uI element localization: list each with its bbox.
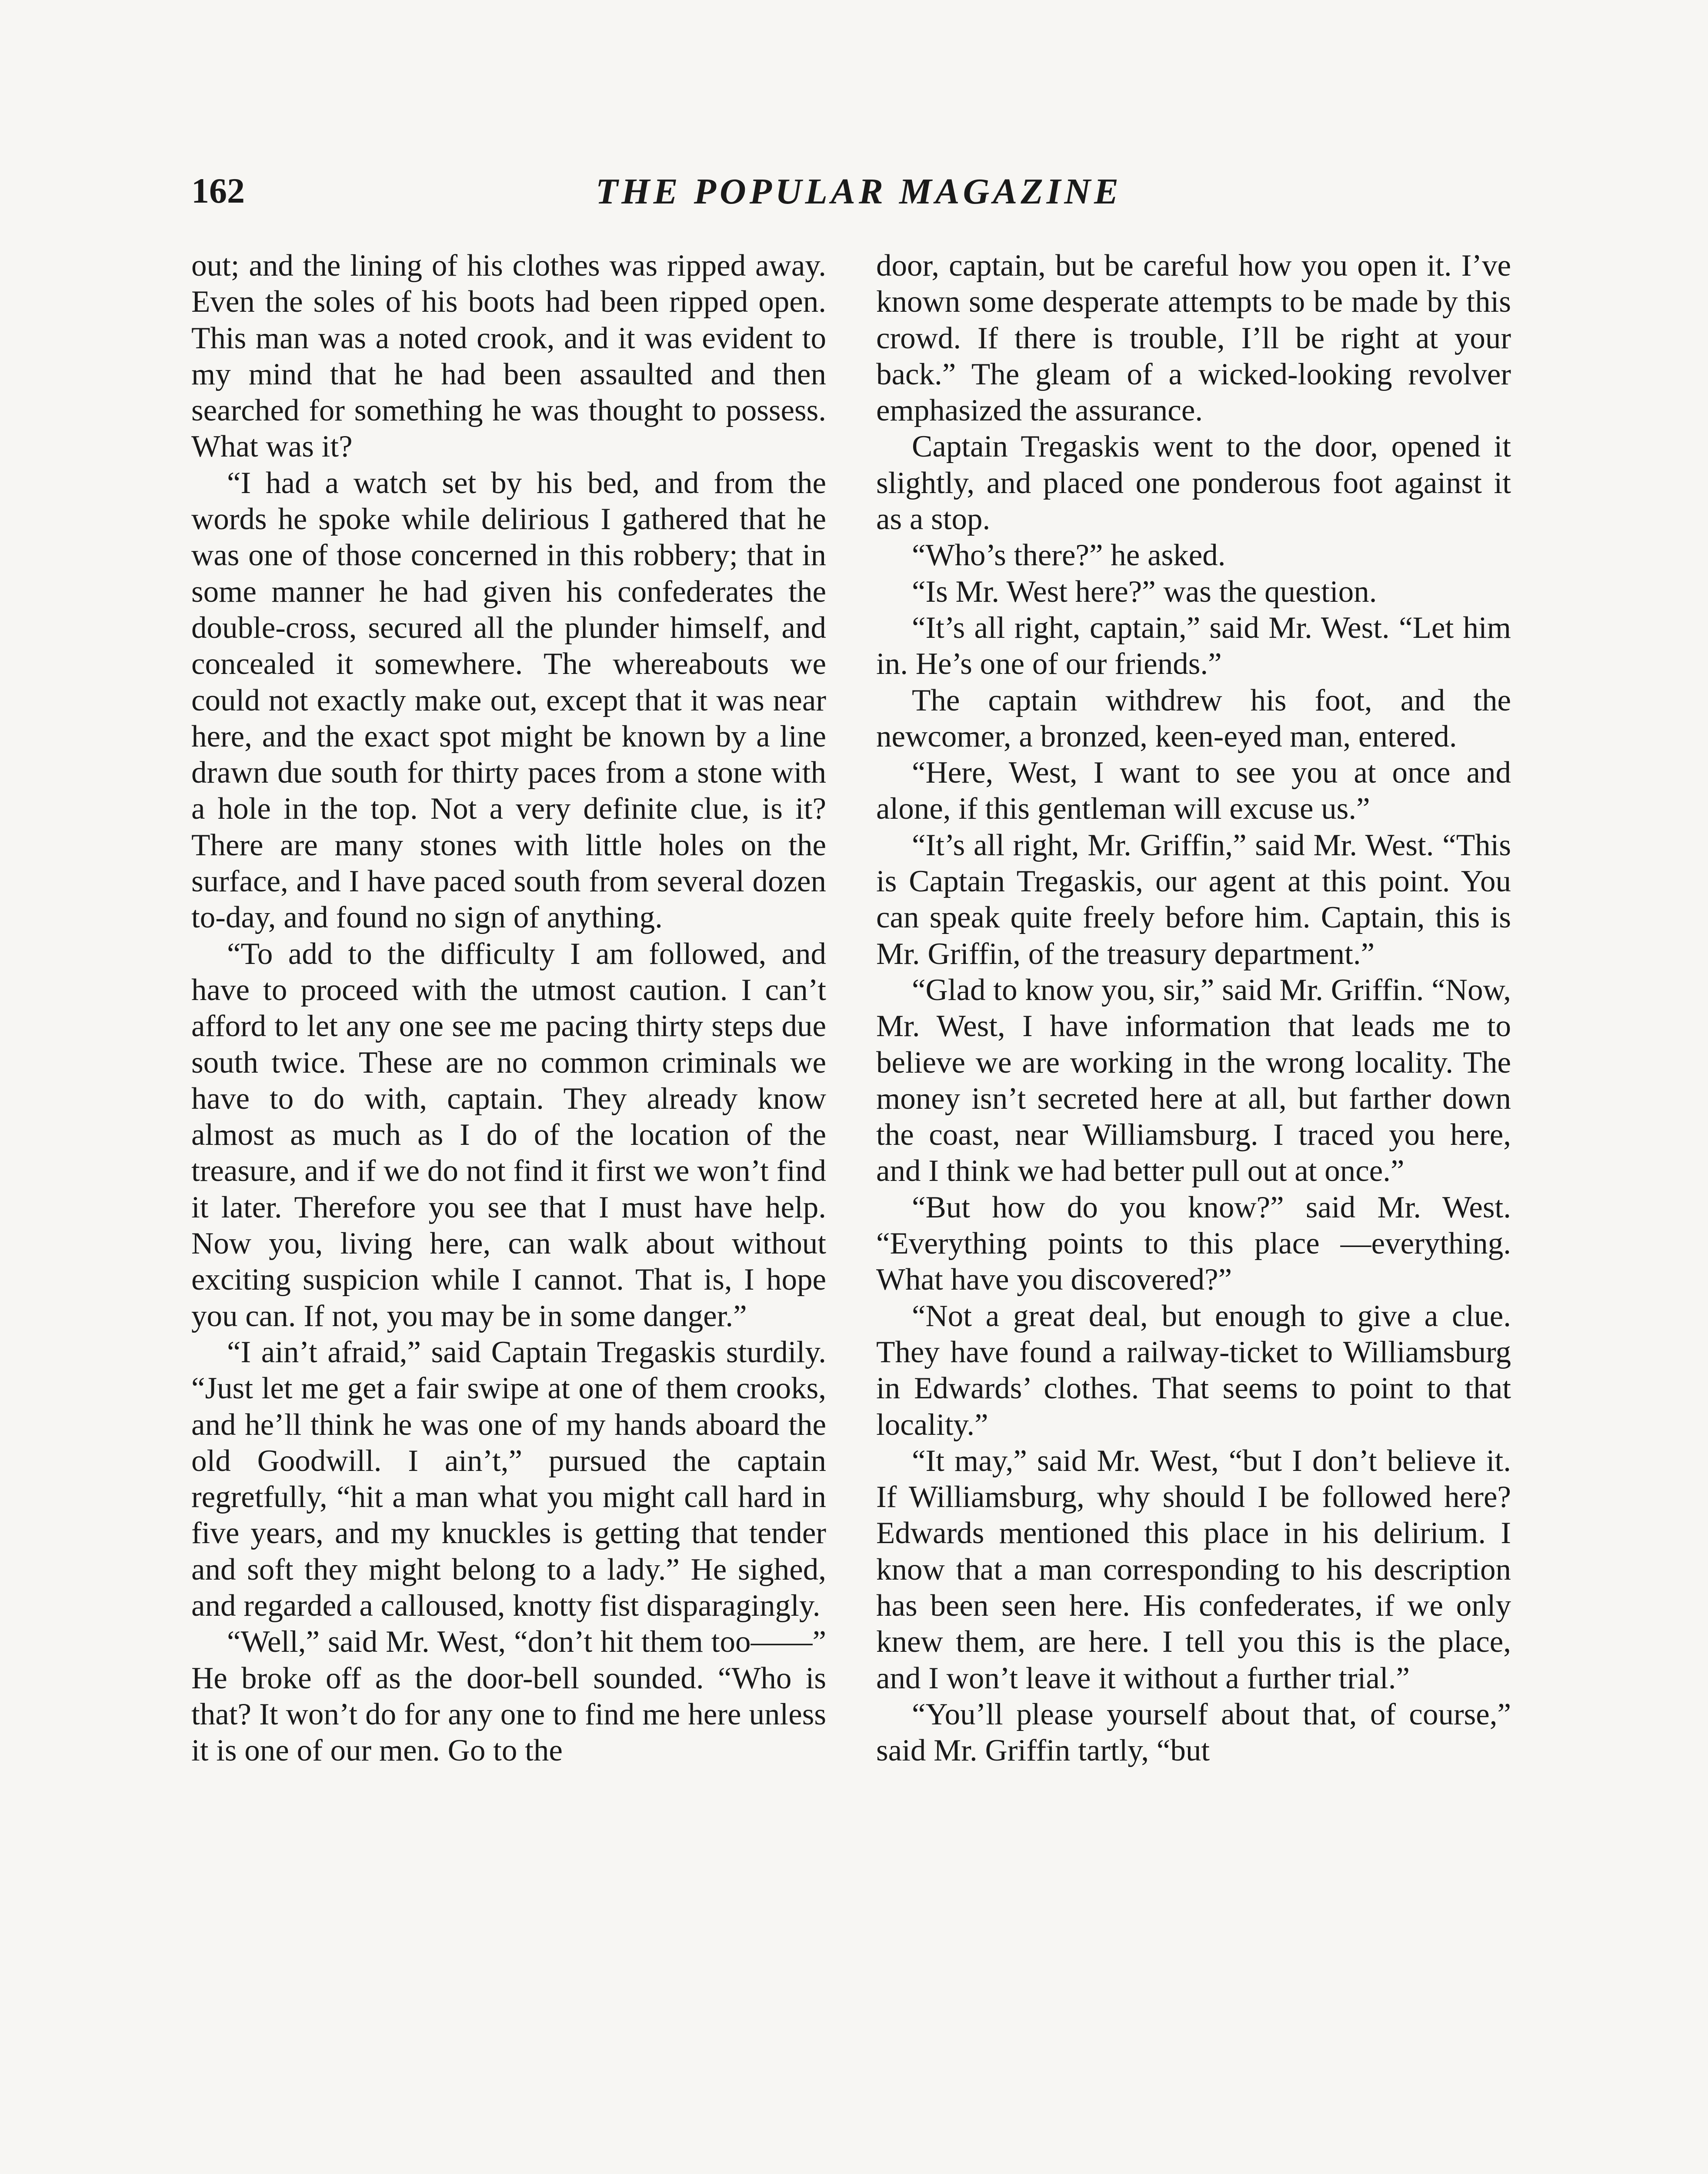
paragraph: “It’s all right, captain,” said Mr. West. “Let him in. He’s one of our friends.” <box>876 610 1511 681</box>
left-column <box>191 248 826 1769</box>
paragraph: out; and the lining of his clothes was ripped away. Even the soles of his boots had been ripped open. This man was a noted crook, and it was evident to my mind that he had been assaulted and then searched for something he was thought to possess. What was it? <box>191 249 826 464</box>
paragraph: “You’ll please yourself about that, of course,” said Mr. Griffin tartly, “but <box>876 1697 1511 1768</box>
paragraph: “But how do you know?” said Mr. West. “Everything points to this place —everything. What have you discovered?” <box>876 1190 1511 1297</box>
paragraph: “Well,” said Mr. West, “don’t hit them too——” He broke off as the door-bell sounded. “Who is that? It won’t do for any one to find me here unless it is one of our men. Go to the <box>191 1625 826 1768</box>
right-column <box>876 248 1511 1769</box>
paragraph: “Glad to know you, sir,” said Mr. Griffin. “Now, Mr. West, I have information that leads me to believe we are working in the wrong locality. The money isn’t secreted here at all, but farther down the coast, near Williamsburg. I traced you here, and I think we had better pull out at once.” <box>876 973 1511 1188</box>
paragraph: Captain Tregaskis went to the door, opened it slightly, and placed one ponderous foot against it as a stop. <box>876 430 1511 537</box>
paragraph: door, captain, but be careful how you open it. I’ve known some desperate attempts to be made by this crowd. If there is trouble, I’ll be right at your back.” The gleam of a wicked-looking revolver emphasized the assurance. <box>876 249 1511 428</box>
paragraph: “I ain’t afraid,” said Captain Tregaskis sturdily. “Just let me get a fair swipe at one of them crooks, and he’ll think he was one of my hands aboard the old Goodwill. I ain’t,” pursued the captain regretfully, “hit a man what you might call hard in five years, and my knuckles is getting that tender and soft they might belong to a lady.” He sighed, and regarded a calloused, knotty fist disparagingly. <box>191 1335 826 1623</box>
paragraph: “To add to the difficulty I am followed, and have to proceed with the utmost caution. I can’t afford to let any one see me pacing thirty steps due south twice. These are no common criminals we have to do with, captain. They already know almost as much as I do of the location of the treasure, and if we do not find it first we won’t find it later. Therefore you see that I must have help. Now you, living here, can walk about without exciting suspicion while I cannot. That is, I hope you can. If not, you may be in some danger.” <box>191 937 826 1333</box>
paragraph: “Is Mr. West here?” was the question. <box>912 574 1377 609</box>
running-head-title: THE POPULAR MAGAZINE <box>595 171 1122 212</box>
paragraph: “I had a watch set by his bed, and from the words he spoke while delirious I gathered that he was one of those concerned in this robbery; that in some manner he had given his confederates the double-cross, secured all the plunder himself, and concealed it somewhere. The whereabouts we could not exactly make out, except that it was near here, and the exact spot might be known by a line drawn due south for thirty paces from a stone with a hole in the top. Not a very definite clue, is it? There are many stones with little holes on the surface, and I have paced south from several dozen to-day, and found no sign of anything. <box>191 466 826 935</box>
paragraph: “Who’s there?” he asked. <box>912 538 1226 573</box>
paragraph: “Here, West, I want to see you at once and alone, if this gentleman will excuse us.” <box>876 756 1511 826</box>
paragraph: “It may,” said Mr. West, “but I don’t believe it. If Williamsburg, why should I be followed here? Edwards mentioned this place in his delirium. I know that a man corresponding to his description has been seen here. His confederates, if we only knew them, are here. I tell you this is the place, and I won’t leave it without a further trial.” <box>876 1444 1511 1695</box>
paragraph: The captain withdrew his foot, and the newcomer, a bronzed, keen-eyed man, entered. <box>876 683 1511 754</box>
page-number: 162 <box>191 171 245 210</box>
paragraph: “It’s all right, Mr. Griffin,” said Mr. West. “This is Captain Tregaskis, our agent at this point. You can speak quite freely before him. Captain, this is Mr. Griffin, of the treasury department.” <box>876 828 1511 971</box>
paragraph: “Not a great deal, but enough to give a clue. They have found a railway-ticket to Williamsburg in Edwards’ clothes. That seems to point to that locality.” <box>876 1299 1511 1442</box>
